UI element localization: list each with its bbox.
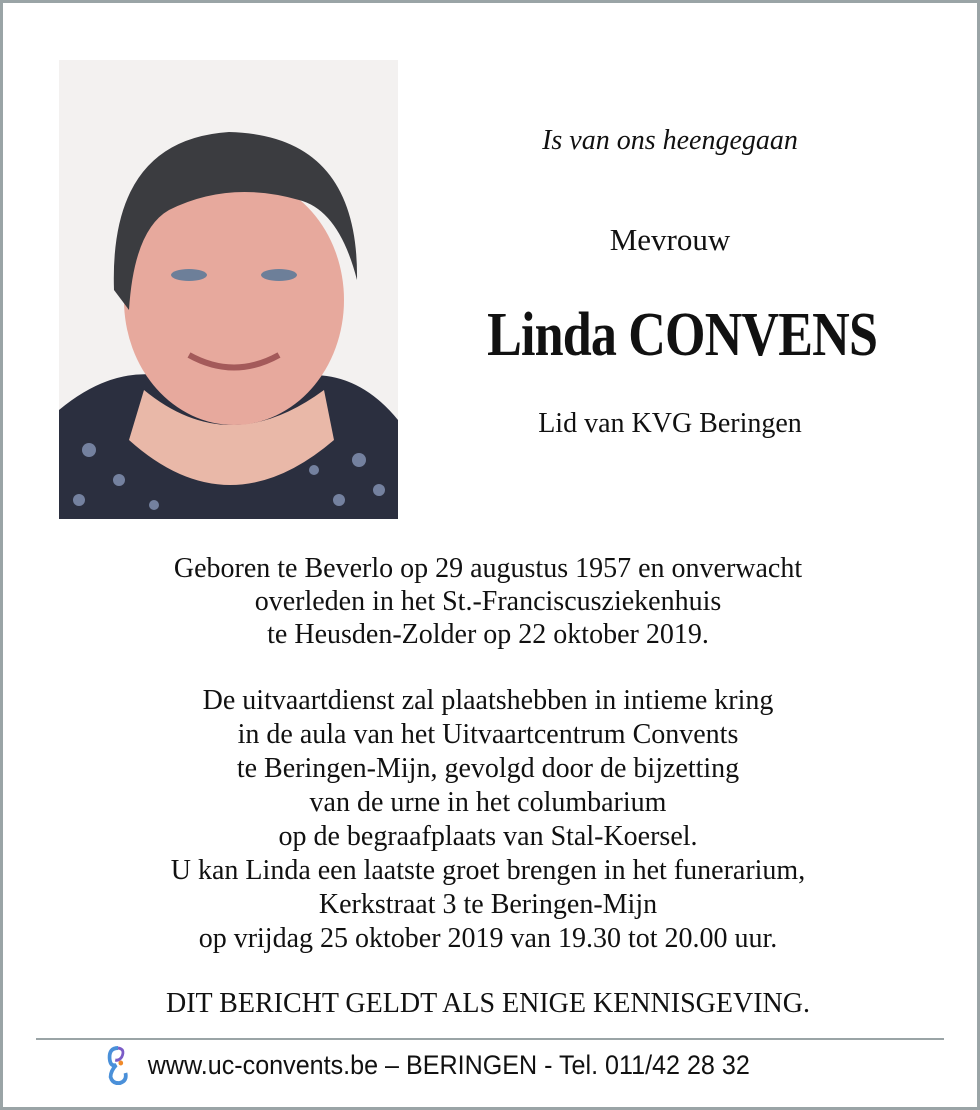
intro-text: Is van ons heengegaan — [542, 125, 798, 156]
funeral-paragraph — [40, 684, 936, 956]
birth-death-paragraph — [40, 552, 936, 651]
text-line: op vrijdag 25 oktober 2019 van 19.30 tot 20.00 uur. — [198, 923, 778, 954]
text-line: te Beringen-Mijn, gevolgd door de bijzetting — [236, 753, 740, 784]
portrait-photo — [59, 60, 398, 519]
notice-text: DIT BERICHT GELDT ALS ENIGE KENNISGEVING. — [166, 988, 810, 1019]
text-line: op de begraafplaats van Stal-Koersel. — [278, 821, 698, 852]
text-line: U kan Linda een laatste groet brengen in het funerarium, — [170, 855, 806, 886]
text-line: te Heusden-Zolder op 22 oktober 2019. — [267, 619, 709, 650]
honorific: Mevrouw — [609, 222, 731, 257]
text-line: Geboren te Beverlo op 29 augustus 1957 en onverwacht — [173, 553, 803, 584]
footer-contact: www.uc-convents.be – BERINGEN - Tel. 011/42 28 32 — [147, 1049, 750, 1080]
uc-convents-logo-icon — [105, 1045, 131, 1085]
text-line: in de aula van het Uitvaartcentrum Convents — [237, 719, 739, 750]
text-line: van de urne in het columbarium — [309, 787, 667, 818]
text-line: Kerkstraat 3 te Beringen-Mijn — [318, 889, 658, 920]
membership: Lid van KVG Beringen — [538, 408, 802, 439]
footer — [105, 1045, 750, 1085]
text-line: De uitvaartdienst zal plaatshebben in intieme kring — [202, 685, 774, 716]
divider — [36, 1038, 944, 1040]
text-line: overleden in het St.-Franciscusziekenhuis — [254, 586, 722, 617]
deceased-name — [450, 300, 890, 371]
deceased-name-text: Linda CONVENS — [487, 301, 878, 369]
